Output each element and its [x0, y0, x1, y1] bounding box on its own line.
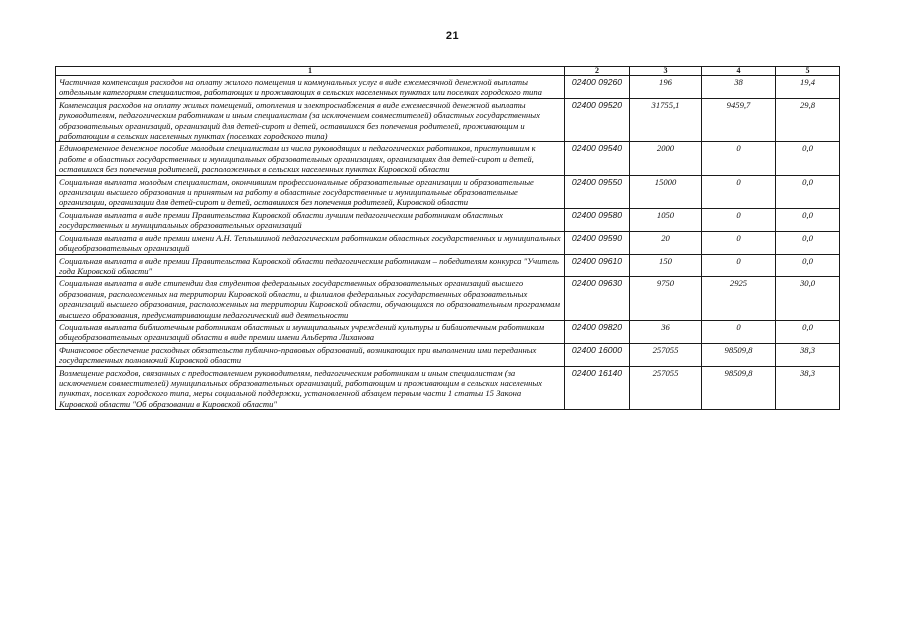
row-percent: 29,8	[776, 98, 840, 142]
table-row	[56, 366, 840, 410]
table-row	[56, 208, 840, 231]
row-percent: 0,0	[776, 254, 840, 277]
table-row	[56, 76, 840, 99]
row-code: 02400 09580	[565, 208, 630, 231]
row-name: Возмещение расходов, связанных с предоставлением руководителям, педагогическим работникам и иным специалистам (за исключением совместителей) муниципальных образовательных организаций, работающим и проживающим в сельских населенных пунктах, поселках городского типа, меры социальной поддержки, установленной абзацем первым части 1 статьи 15 Закона Кировской области "Об образовании в Кировской области"	[56, 366, 565, 410]
row-name: Социальная выплата в виде стипендии для студентов федеральных государственных образовательных организаций высшего образования, расположенных на территории Кировской области, и филиалов федеральных государственных образовательных организаций высшего образования, расположенных на территории Кировской области, обучающихся по образовательным программам высшего образования, предусматривающим педагогический вид деятельности	[56, 277, 565, 321]
row-percent: 0,0	[776, 142, 840, 175]
row-code: 02400 09540	[565, 142, 630, 175]
row-percent: 0,0	[776, 208, 840, 231]
row-actual: 0	[702, 175, 776, 208]
row-percent: 19,4	[776, 76, 840, 99]
table-row	[56, 142, 840, 175]
row-name: Социальная выплата в виде премии Правительства Кировской области лучшим педагогическим работникам областных государственных и муниципальных образовательных организаций	[56, 208, 565, 231]
row-name: Социальная выплата молодым специалистам, окончившим профессиональные образовательные организации и образовательные организации высшего образования и принятым на работу в областные государственные и муниципальные образовательные организации, организации для детей-сирот и детей, оставшихся без попечения родителей, Кировской области	[56, 175, 565, 208]
table-row	[56, 277, 840, 321]
row-code: 02400 09630	[565, 277, 630, 321]
table-body	[56, 76, 840, 410]
row-name: Социальная выплата в виде премии Правительства Кировской области педагогическим работникам – победителям конкурса "Учитель года Кировской области"	[56, 254, 565, 277]
row-actual: 98509,8	[702, 366, 776, 410]
row-actual: 0	[702, 254, 776, 277]
row-percent: 38,3	[776, 366, 840, 410]
row-plan: 196	[630, 76, 702, 99]
row-actual: 0	[702, 320, 776, 343]
row-name: Компенсация расходов на оплату жилых помещений, отопления и электроснабжения в виде ежемесячной денежной выплаты руководителям, педагогическим работникам и иным специалистам (за исключением совместителей) областных государственных образовательных организаций, организаций для детей-сирот и детей, оставшихся без попечения родителей, проживающим и работающим в сельских населенных пунктах (поселках городского типа)	[56, 98, 565, 142]
row-name: Частичная компенсация расходов на оплату жилого помещения и коммунальных услуг в виде ежемесячной денежной выплаты отдельным категориям специалистов, работающих и проживающих в сельских населенных пунктах или поселках городского типа	[56, 76, 565, 99]
table-row	[56, 320, 840, 343]
row-plan: 15000	[630, 175, 702, 208]
table-header	[56, 67, 840, 76]
row-actual: 38	[702, 76, 776, 99]
row-plan: 31755,1	[630, 98, 702, 142]
table-row	[56, 343, 840, 366]
row-plan: 36	[630, 320, 702, 343]
row-name: Единовременное денежное пособие молодым специалистам из числа руководящих и педагогических работников, приступившим к работе в областных государственных и муниципальных образовательных организациях, организациях для детей-сирот и детей, оставшихся без попечения родителей, расположенных в сельских населенных пунктах Кировской области	[56, 142, 565, 175]
header-col-percent: 5	[776, 67, 840, 76]
table-row	[56, 175, 840, 208]
row-plan: 2000	[630, 142, 702, 175]
row-percent: 0,0	[776, 320, 840, 343]
row-plan: 9750	[630, 277, 702, 321]
row-code: 02400 09590	[565, 231, 630, 254]
row-actual: 98509,8	[702, 343, 776, 366]
row-name: Социальная выплата в виде премии имени А.Н. Теплышиной педагогическим работникам областных государственных и муниципальных общеобразовательных организаций	[56, 231, 565, 254]
row-code: 02400 09550	[565, 175, 630, 208]
budget-table	[55, 66, 840, 410]
row-percent: 30,0	[776, 277, 840, 321]
header-col-name: 1	[56, 67, 565, 76]
row-actual: 9459,7	[702, 98, 776, 142]
header-col-actual: 4	[702, 67, 776, 76]
row-code: 02400 09520	[565, 98, 630, 142]
row-name: Финансовое обеспечение расходных обязательств публично-правовых образований, возникающих при выполнении ими переданных государственных полномочий Кировской области	[56, 343, 565, 366]
row-plan: 257055	[630, 366, 702, 410]
row-percent: 0,0	[776, 175, 840, 208]
row-name: Социальная выплата библиотечным работникам областных и муниципальных учреждений культуры и библиотечным работникам общеобразовательных организаций области в виде премии имени Альберта Лиханова	[56, 320, 565, 343]
row-plan: 1050	[630, 208, 702, 231]
page-number: 21	[445, 30, 460, 42]
row-actual: 2925	[702, 277, 776, 321]
table-row	[56, 254, 840, 277]
row-code: 02400 09610	[565, 254, 630, 277]
row-plan: 20	[630, 231, 702, 254]
row-plan: 257055	[630, 343, 702, 366]
row-actual: 0	[702, 231, 776, 254]
header-col-plan: 3	[630, 67, 702, 76]
row-code: 02400 16140	[565, 366, 630, 410]
header-col-code: 2	[565, 67, 630, 76]
row-plan: 150	[630, 254, 702, 277]
row-percent: 0,0	[776, 231, 840, 254]
header-row	[56, 67, 840, 76]
row-code: 02400 09260	[565, 76, 630, 99]
row-actual: 0	[702, 208, 776, 231]
row-percent: 38,3	[776, 343, 840, 366]
row-code: 02400 09820	[565, 320, 630, 343]
table-row	[56, 98, 840, 142]
row-actual: 0	[702, 142, 776, 175]
table-row	[56, 231, 840, 254]
row-code: 02400 16000	[565, 343, 630, 366]
